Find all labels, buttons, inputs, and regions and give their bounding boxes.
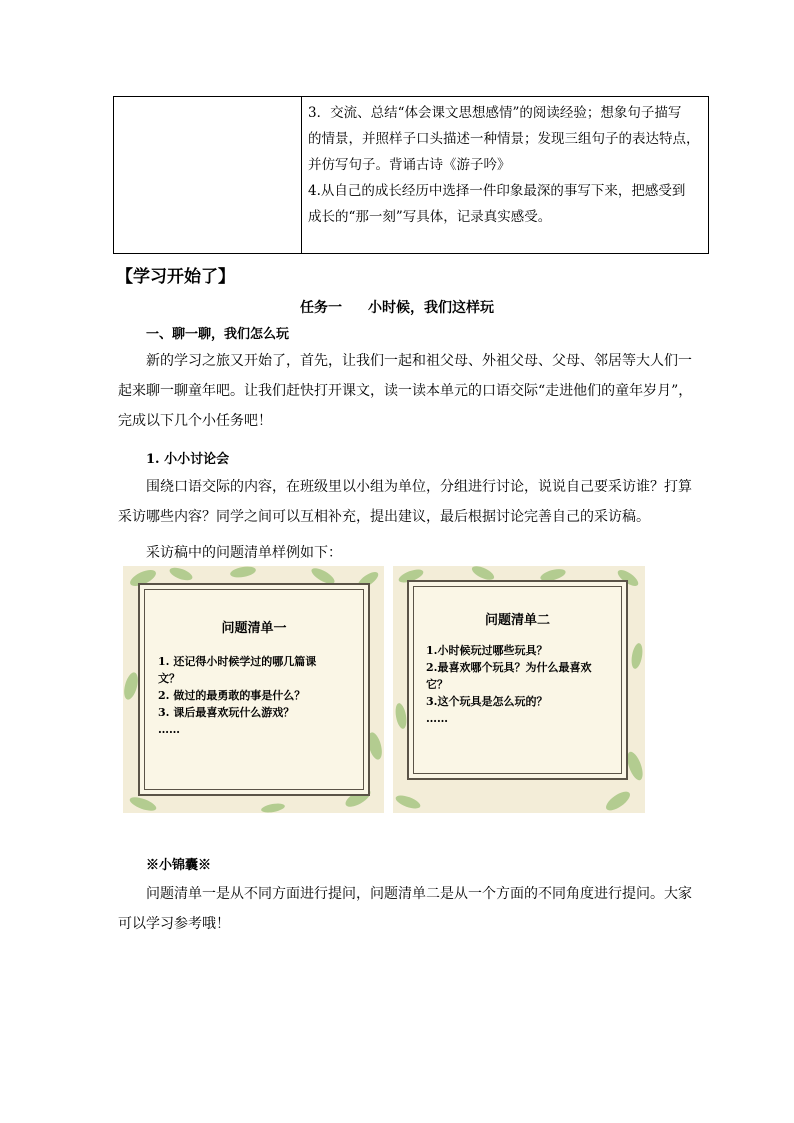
task-name: 小时候，我们这样玩	[368, 300, 494, 316]
section-heading: 【学习开始了】	[116, 267, 235, 287]
table-content	[308, 100, 704, 230]
sub1-paragraph: 围绕口语交际的内容，在班级里以小组为单位，分组进行讨论，说说自己要采访谁？打算采访哪些内容？同学之间可以互相补充，提出建议，最后根据讨论完善自己的采访稿。	[118, 479, 692, 525]
question-card-1	[123, 566, 384, 813]
list-item: ……	[158, 723, 180, 736]
table-line: 并仿写句子。背诵古诗《游子吟》	[308, 157, 511, 173]
tip-title: ※小锦囊※	[146, 858, 212, 873]
card-title: 问题清单二	[484, 613, 550, 628]
table-line: 4.从自己的成长经历中选择一件印象最深的事写下来，把感受到	[308, 183, 686, 199]
table-line: 3．交流、总结“体会课文思想感情”的阅读经验；想象句子描写	[308, 105, 682, 121]
card-question-list	[158, 653, 358, 738]
task-label: 任务一	[300, 300, 342, 316]
table-line: 的情景，并照样子口头描述一种情景；发现三组句子的表达特点，	[308, 131, 700, 147]
list-item: ……	[426, 712, 448, 725]
task-title	[300, 297, 494, 317]
table-line: 成长的“那一刻”写具体，记录真实感受。	[308, 209, 552, 225]
card-title: 问题清单一	[221, 621, 287, 636]
sub1-title: 1. 小小讨论会	[146, 452, 230, 467]
list-item: 1. 还记得小时候学过的哪几篇课	[158, 655, 317, 668]
list-item: 2. 做过的最勇敢的事是什么？	[158, 689, 306, 702]
card-frame	[138, 583, 370, 796]
card-frame	[407, 580, 628, 780]
section1-paragraph: 新的学习之旅又开始了，首先，让我们一起和祖父母、外祖父母、父母、邻居等大人们一起来聊一聊童年吧。让我们赶快打开课文，读一读本单元的口语交际“走进他们的童年岁月”，完成以下几个小任务吧！	[118, 353, 693, 429]
list-item: 它？	[426, 678, 448, 691]
tip-paragraph: 问题清单一是从不同方面进行提问，问题清单二是从一个方面的不同角度进行提问。大家可以学习参考哦！	[118, 886, 692, 932]
list-item: 文？	[158, 672, 180, 685]
list-item: 2.最喜欢哪个玩具？为什么最喜欢	[426, 661, 592, 674]
section1-title: 一、聊一聊，我们怎么玩	[146, 327, 290, 342]
sample-intro: 采访稿中的问题清单样例如下：	[146, 545, 342, 561]
list-item: 1.小时候玩过哪些玩具？	[426, 644, 548, 657]
objectives-table	[113, 96, 709, 254]
list-item: 3.这个玩具是怎么玩的？	[426, 695, 548, 708]
question-card-2	[393, 566, 645, 813]
table-divider	[301, 97, 302, 253]
card-question-list	[426, 642, 622, 727]
list-item: 3. 课后最喜欢玩什么游戏？	[158, 706, 295, 719]
